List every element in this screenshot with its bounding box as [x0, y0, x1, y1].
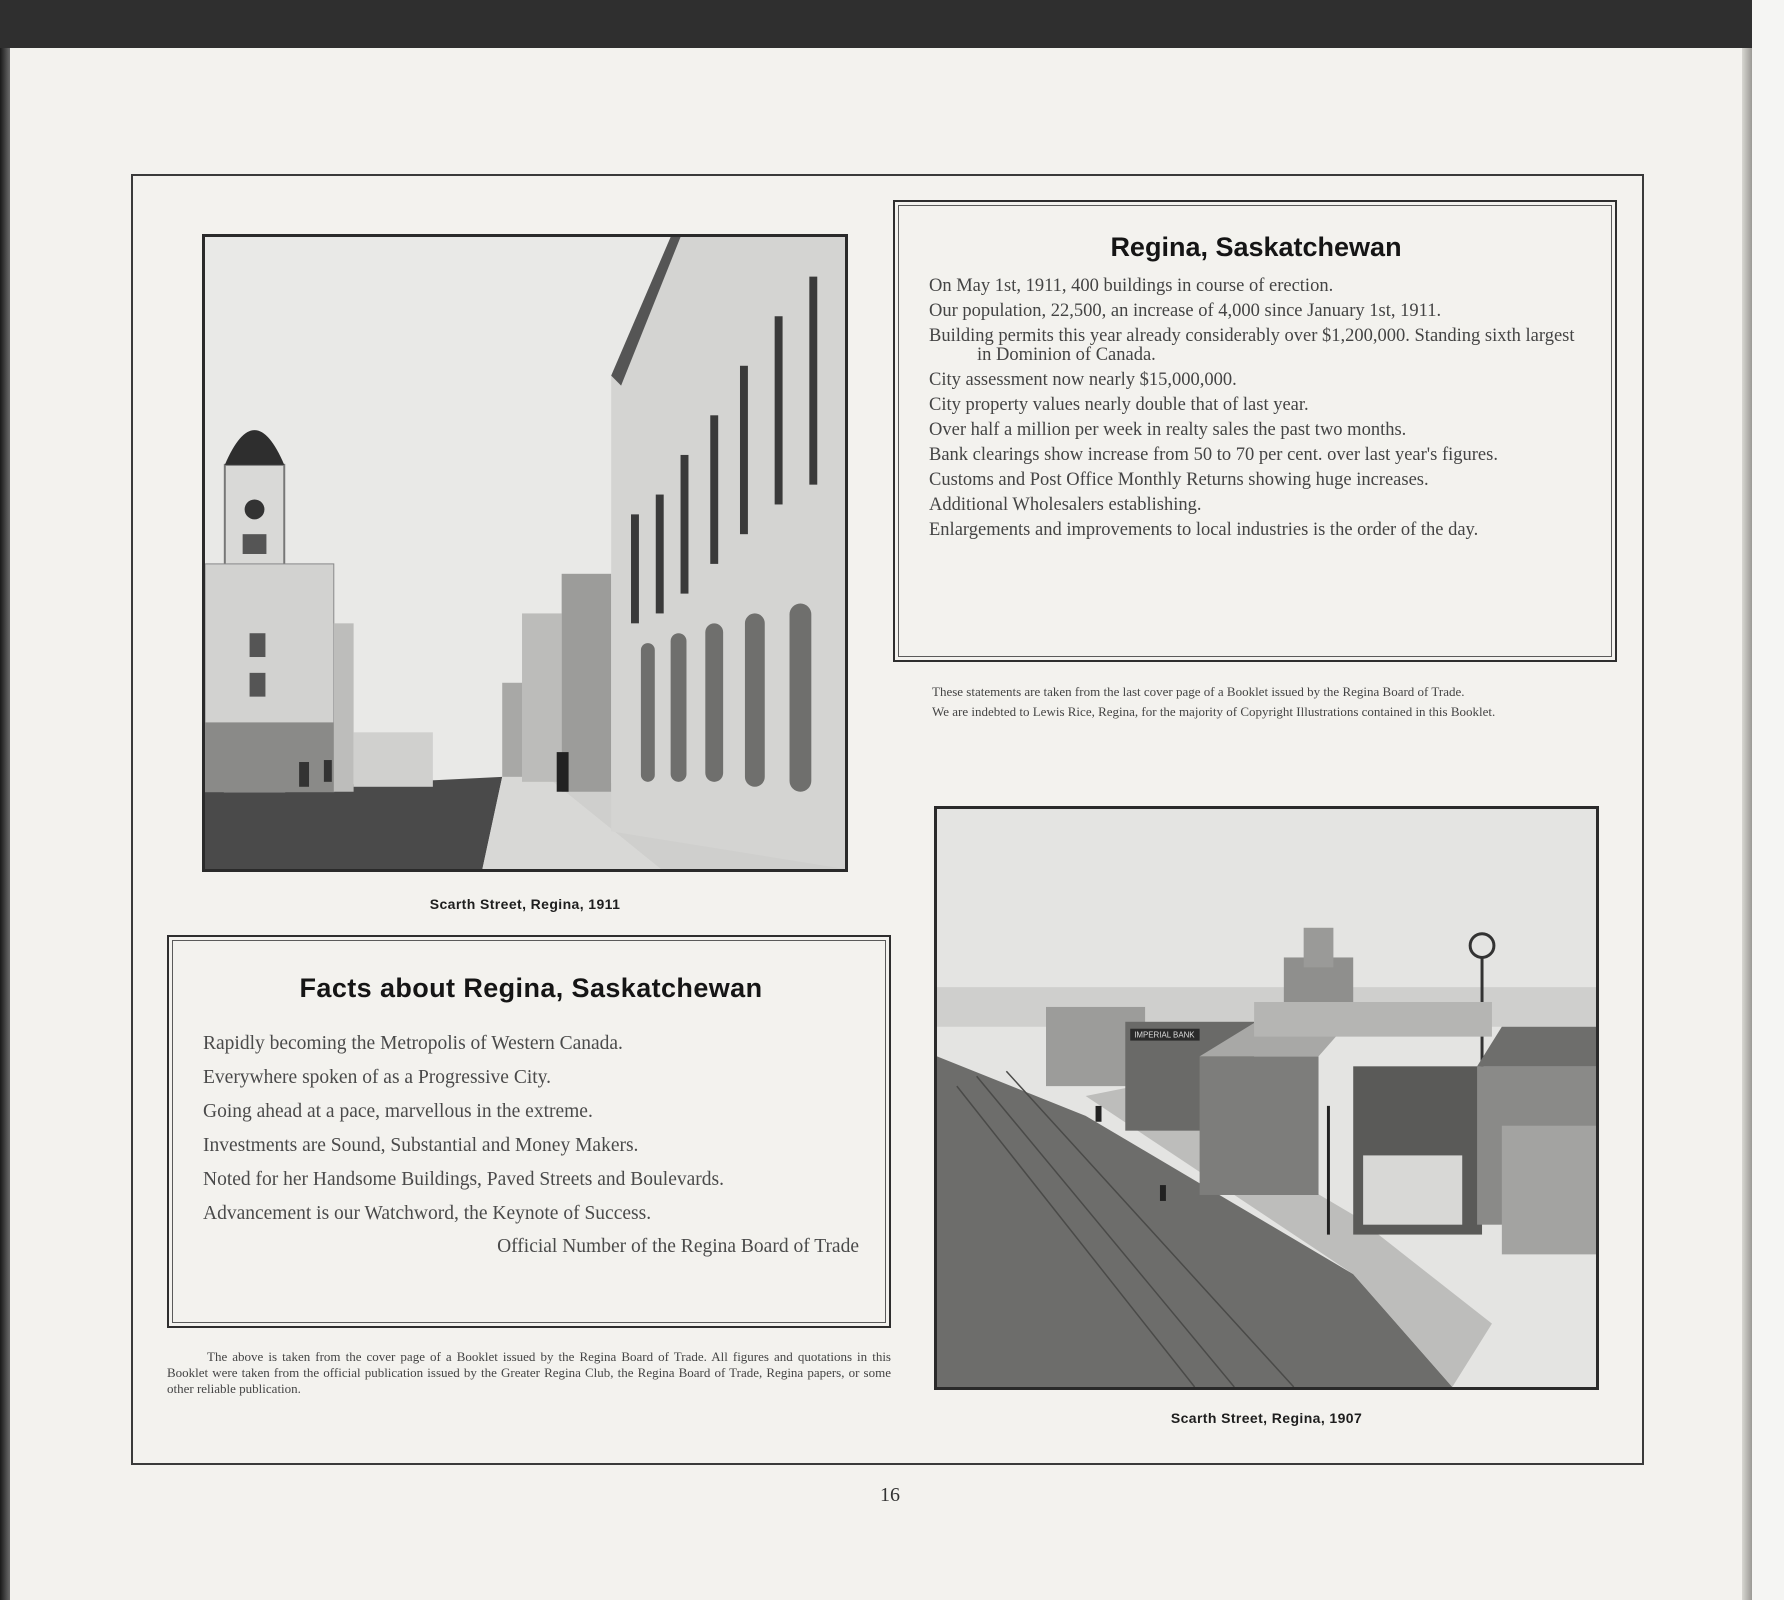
stats-box-title: Regina, Saskatchewan: [1110, 232, 1402, 262]
fact-item: Everywhere spoken of as a Progressive City.: [203, 1067, 552, 1088]
stat-item: City property values nearly double that of last year.: [929, 395, 1309, 415]
page-gutter: [1742, 48, 1752, 1600]
photo-scarth-street-1911: [202, 234, 848, 872]
caption-1911: Scarth Street, Regina, 1911: [429, 896, 621, 912]
stat-item: Building permits this year already considerably over $1,200,000. Standing sixth largest in Dominion of Canada.: [929, 326, 1575, 365]
imperial-bank-sign: IMPERIAL BANK: [1134, 1030, 1195, 1040]
fact-item: Noted for her Handsome Buildings, Paved Streets and Boulevards.: [203, 1169, 724, 1190]
facts-source-note-text: The above is taken from the cover page of a Booklet issued by the Regina Board of Trade. All figures and quotations in this Booklet were taken from the official publication issued by the Greater Regina Club, the Regina Board of Trade, Regina papers, or some other reliable publication.: [167, 1349, 891, 1396]
facts-source-note: [167, 1349, 891, 1401]
facts-list: [203, 1034, 859, 1224]
photo-scarth-street-1907: [934, 806, 1599, 1390]
facts-about-regina-box: [167, 935, 891, 1328]
stat-item: Additional Wholesalers establishing.: [929, 495, 1202, 515]
stats-list: [929, 277, 1583, 540]
stat-item: Over half a million per week in realty sales the past two months.: [929, 420, 1407, 440]
facing-page-edge: [1752, 0, 1784, 1600]
stats-source-note: [892, 684, 1618, 724]
regina-stats-box: [893, 200, 1617, 662]
stat-item: Customs and Post Office Monthly Returns showing huge increases.: [929, 470, 1429, 490]
fact-item: Advancement is our Watchword, the Keynote of Success.: [203, 1203, 652, 1224]
stat-item: Bank clearings show increase from 50 to 70 per cent. over last year's figures.: [929, 445, 1498, 465]
street-scene-1911-illustration: [205, 237, 845, 869]
fact-item: Investments are Sound, Substantial and Money Makers.: [203, 1135, 639, 1156]
street-scene-1907-illustration: [937, 809, 1596, 1387]
facts-box-title: Facts about Regina, Saskatchewan: [299, 973, 763, 1003]
illustration-credit-text: We are indebted to Lewis Rice, Regina, for the majority of Copyright Illustrations contained in this Booklet.: [932, 704, 1496, 719]
stat-item: Our population, 22,500, an increase of 4,000 since January 1st, 1911.: [929, 301, 1442, 321]
facts-signature: Official Number of the Regina Board of Trade: [497, 1236, 859, 1257]
stat-item: Enlargements and improvements to local industries is the order of the day.: [929, 520, 1479, 540]
fact-item: Rapidly becoming the Metropolis of Western Canada.: [203, 1033, 623, 1054]
stat-item: On May 1st, 1911, 400 buildings in course of erection.: [929, 276, 1334, 296]
caption-1907: Scarth Street, Regina, 1907: [1170, 1410, 1363, 1426]
scan-left-edge: [0, 48, 10, 1600]
stats-source-note-text: These statements are taken from the last cover page of a Booklet issued by the Regina Board of Trade.: [932, 684, 1465, 699]
page-number: 16: [880, 1484, 900, 1506]
stat-item: City assessment now nearly $15,000,000.: [929, 370, 1237, 390]
fact-item: Going ahead at a pace, marvellous in the extreme.: [203, 1101, 593, 1122]
